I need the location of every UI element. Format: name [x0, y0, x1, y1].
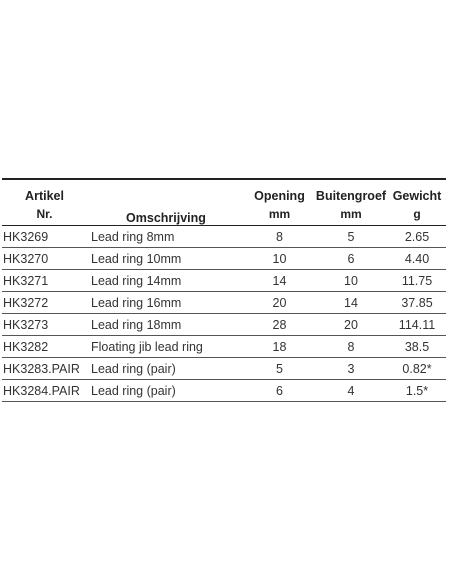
- cell-opening: 8: [245, 226, 314, 248]
- cell-buitengroef: 14: [314, 292, 388, 314]
- header-gewicht-unit: g: [388, 203, 446, 226]
- cell-omschrijving: Lead ring 10mm: [87, 248, 245, 270]
- table-row: [2, 226, 446, 248]
- header-buitengroef-unit: mm: [314, 203, 388, 226]
- cell-opening: 10: [245, 248, 314, 270]
- header-omschrijving: Omschrijving: [87, 179, 245, 226]
- cell-artikel: HK3271: [2, 270, 87, 292]
- cell-buitengroef: 5: [314, 226, 388, 248]
- cell-opening: 28: [245, 314, 314, 336]
- cell-gewicht: 38.5: [388, 336, 446, 358]
- cell-gewicht: 114.11: [388, 314, 446, 336]
- table-row: [2, 314, 446, 336]
- header-opening: Opening: [245, 179, 314, 203]
- table-row: [2, 292, 446, 314]
- cell-omschrijving: Lead ring 18mm: [87, 314, 245, 336]
- cell-omschrijving: Lead ring 16mm: [87, 292, 245, 314]
- cell-artikel: HK3269: [2, 226, 87, 248]
- cell-artikel: HK3282: [2, 336, 87, 358]
- table-row: [2, 336, 446, 358]
- cell-opening: 14: [245, 270, 314, 292]
- table-row: [2, 248, 446, 270]
- table-header: [2, 179, 446, 226]
- cell-gewicht: 4.40: [388, 248, 446, 270]
- cell-gewicht: 1.5*: [388, 380, 446, 402]
- cell-buitengroef: 20: [314, 314, 388, 336]
- cell-buitengroef: 6: [314, 248, 388, 270]
- cell-opening: 6: [245, 380, 314, 402]
- cell-omschrijving: Lead ring 14mm: [87, 270, 245, 292]
- table-row: [2, 270, 446, 292]
- cell-buitengroef: 3: [314, 358, 388, 380]
- cell-buitengroef: 4: [314, 380, 388, 402]
- cell-artikel: HK3270: [2, 248, 87, 270]
- cell-opening: 20: [245, 292, 314, 314]
- cell-omschrijving: Lead ring (pair): [87, 358, 245, 380]
- header-gewicht: Gewicht: [388, 179, 446, 203]
- header-buitengroef: Buitengroef: [314, 179, 388, 203]
- cell-artikel: HK3273: [2, 314, 87, 336]
- cell-gewicht: 2.65: [388, 226, 446, 248]
- header-artikel-nr: Nr.: [2, 203, 87, 226]
- cell-omschrijving: Lead ring (pair): [87, 380, 245, 402]
- table-row: [2, 358, 446, 380]
- cell-artikel: HK3272: [2, 292, 87, 314]
- cell-omschrijving: Lead ring 8mm: [87, 226, 245, 248]
- product-spec-table: [2, 178, 446, 402]
- table-row: [2, 380, 446, 402]
- cell-gewicht: 11.75: [388, 270, 446, 292]
- cell-opening: 18: [245, 336, 314, 358]
- table-body: [2, 226, 446, 402]
- header-opening-unit: mm: [245, 203, 314, 226]
- cell-opening: 5: [245, 358, 314, 380]
- cell-artikel: HK3284.PAIR: [2, 380, 87, 402]
- cell-buitengroef: 8: [314, 336, 388, 358]
- cell-gewicht: 37.85: [388, 292, 446, 314]
- cell-gewicht: 0.82*: [388, 358, 446, 380]
- cell-buitengroef: 10: [314, 270, 388, 292]
- cell-omschrijving: Floating jib lead ring: [87, 336, 245, 358]
- cell-artikel: HK3283.PAIR: [2, 358, 87, 380]
- header-artikel: Artikel: [2, 179, 87, 203]
